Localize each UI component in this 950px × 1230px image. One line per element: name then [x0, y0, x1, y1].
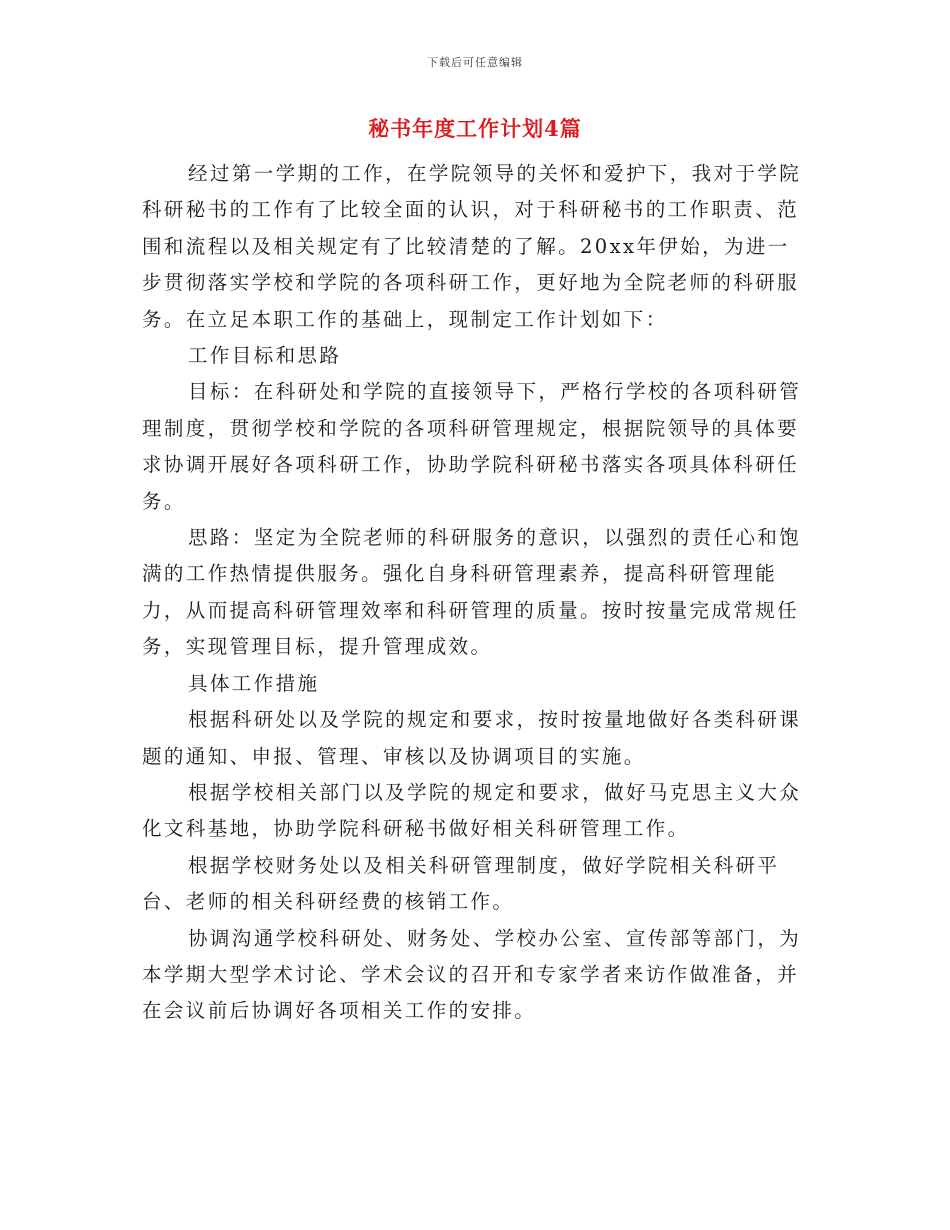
- intro-paragraph: 经过第一学期的工作，在学院领导的关怀和爱护下，我对于学院科研秘书的工作有了比较全面的认识，对于科研秘书的工作职责、范围和流程以及相关规定有了比较清楚的了解。20xx年伊始，为进一步贯彻落实学校和学院的各项科研工作，更好地为全院老师的科研服务。在立足本职工作的基础上，现制定工作计划如下：: [142, 162, 802, 331]
- measure-paragraph-2: 根据学校相关部门以及学院的规定和要求，做好马克思主义大众化文科基地，协助学院科研秘书做好相关科研管理工作。: [142, 780, 802, 841]
- section-heading-measures: 具体工作措施: [188, 671, 320, 695]
- measure-paragraph-3: 根据学校财务处以及相关科研管理制度，做好学院相关科研平台、老师的相关科研经费的核销工作。: [142, 853, 780, 914]
- measure-paragraph-4: 协调沟通学校科研处、财务处、学校办公室、宣传部等部门，为本学期大型学术讨论、学术会议的召开和专家学者来访作做准备，并在会议前后协调好各项相关工作的安排。: [142, 926, 802, 1023]
- section-heading-goals: 工作目标和思路: [188, 344, 342, 368]
- measure-paragraph-1: 根据科研处以及学院的规定和要求，按时按量地做好各类科研课题的通知、申报、管理、审核以及协调项目的实施。: [142, 708, 802, 768]
- approach-paragraph: 思路：坚定为全院老师的科研服务的意识，以强烈的责任心和饱满的工作热情提供服务。强化自身科研管理素养，提高科研管理能力，从而提高科研管理效率和科研管理的质量。按时按量完成常规任务，实现管理目标，提升管理成效。: [142, 526, 802, 659]
- header-note: 下载后可任意编辑: [427, 56, 523, 69]
- goal-paragraph: 目标：在科研处和学院的直接领导下，严格行学校的各项科研管理制度，贯彻学校和学院的各项科研管理规定，根据院领导的具体要求协调开展好各项科研工作，协助学院科研秘书落实各项具体科研任务。: [142, 380, 802, 513]
- document-title: 秘书年度工作计划4篇: [368, 116, 582, 141]
- document-body: [142, 156, 808, 1030]
